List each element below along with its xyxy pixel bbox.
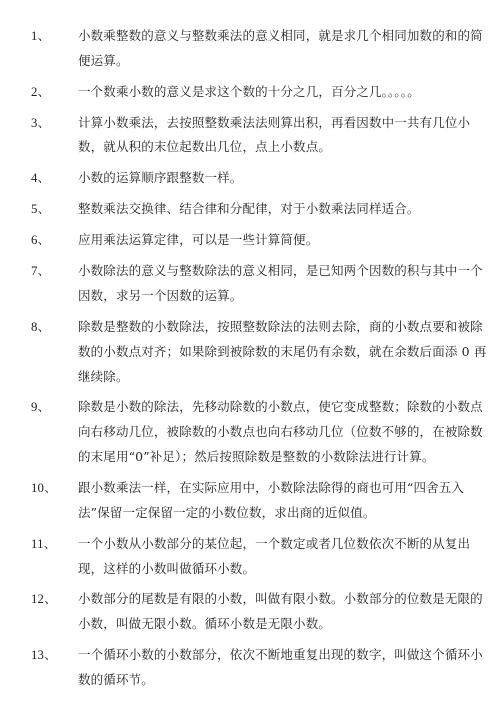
list-item	[31, 111, 487, 161]
item-number: 6、	[31, 233, 51, 248]
item-number: 2、	[31, 84, 51, 99]
list-item	[31, 587, 487, 637]
item-number: 13、	[31, 648, 58, 663]
item-text: 应用乘法运算定律，可以是一些计算简便。	[78, 232, 319, 248]
item-text: 小数乘整数的意义与整数乘法的意义相同，就是求几个相同加数的和的简便运算。	[78, 28, 483, 68]
list-item	[31, 315, 487, 389]
item-number: 8、	[31, 319, 51, 334]
item-text: 一个数乘小数的意义是求这个数的十分之几，百分之几。。。。。	[78, 83, 420, 99]
list-item	[31, 532, 487, 582]
item-text: 一个循环小数的小数部分，依次不断地重复出现的数字，叫做这个循环小数的循环节。	[78, 647, 483, 688]
item-number: 7、	[31, 264, 51, 279]
item-text: 除数是小数的除法，先移动除数的小数点，使它变成整数；除数的小数点向右移动几位，被除数的小数点也向右移动几位（位数不够的，在被除数的末尾用“0”补足）；然后按照除数是整数的小数除法进行计算。	[78, 399, 483, 465]
list-item	[31, 24, 487, 74]
item-number: 12、	[31, 592, 58, 607]
item-number: 11、	[31, 536, 57, 551]
item-number: 5、	[31, 202, 51, 217]
list-item	[31, 395, 487, 469]
list-item	[31, 197, 487, 222]
list-item	[31, 476, 487, 526]
item-text: 跟小数乘法一样，在实际应用中，小数除法除得的商也可用“四舍五入法”保留一定保留一定的小数位数，求出商的近似值。	[78, 480, 465, 520]
item-text: 除数是整数的小数除法，按照整数除法的法则去除，商的小数点要和被除数的小数点对齐；如果除到被除数的末尾仍有余数，就在余数后面添 0 再继续除。	[78, 318, 487, 384]
item-text: 小数除法的意义与整数除法的意义相同，是已知两个因数的积与其中一个因数，求另一个因数的运算。	[78, 263, 483, 304]
item-number: 4、	[31, 171, 51, 186]
item-number: 3、	[31, 115, 51, 130]
item-text: 整数乘法交换律、结合律和分配律，对于小数乘法同样适合。	[78, 201, 420, 217]
item-number: 9、	[31, 400, 51, 415]
item-number: 10、	[31, 481, 58, 496]
item-text: 一个小数从小数部分的某位起，一个数定或者几位数依次不断的从复出现，这样的小数叫做循环小数。	[78, 535, 471, 576]
item-text: 计算小数乘法，去按照整数乘法法则算出积，再看因数中一共有几位小数，就从积的末位起数出几位，点上小数点。	[78, 114, 471, 155]
item-text: 小数的运算顺序跟整数一样。	[78, 170, 243, 186]
item-number: 1、	[31, 29, 51, 43]
list-item	[31, 166, 487, 191]
list-item	[31, 80, 487, 105]
list-item	[31, 228, 487, 253]
math-rules-list	[31, 24, 487, 699]
list-item	[31, 643, 487, 693]
item-text: 小数部分的尾数是有限的小数，叫做有限小数。小数部分的位数是无限的小数，叫做无限小数。循环小数是无限小数。	[78, 591, 483, 632]
list-item	[31, 259, 487, 309]
